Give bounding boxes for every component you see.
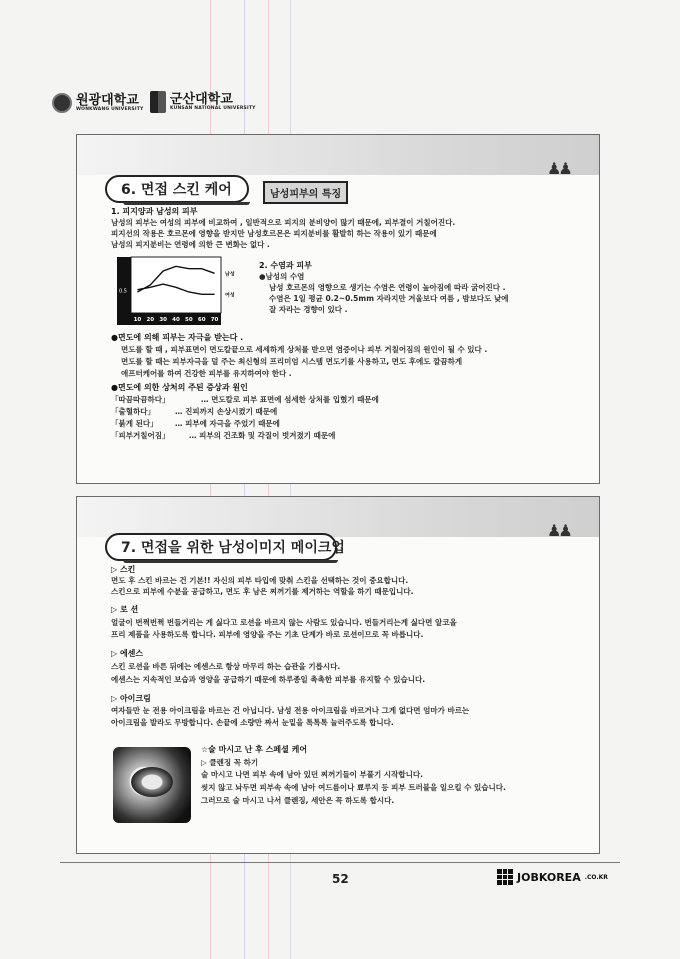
section7-title: 7. 면접을 위한 남성이미지 메이크업 — [105, 533, 337, 561]
people-icon: ♟♟ — [547, 521, 570, 540]
section6-panel — [76, 134, 600, 484]
kunsan-emblem-icon — [150, 91, 166, 113]
section6-title: 6. 면접 스킨 케어 — [105, 175, 249, 203]
cause-desc: … 면도칼로 피부 표면에 섬세한 상처를 입혔기 때문에 — [201, 395, 379, 404]
para-line: 수염은 1일 평균 0.2~0.5mm 자라지만 겨울보다 여름 , 밤보다도 낮에 — [269, 294, 509, 303]
jobkorea-logo — [497, 869, 608, 885]
skin-heading: ▷ 스킨 — [111, 565, 136, 574]
panel-header-band — [77, 497, 599, 537]
heading-beard: 2. 수염과 피부 — [259, 261, 312, 270]
wonkwang-emblem-icon — [52, 93, 72, 113]
cause-term: 「붉게 된다」 — [111, 419, 158, 428]
para-line: 면도를 할 때 , 피부표면이 면도칼끝으로 세세하게 상처를 받으면 염증이나 피부 거칠어짐의 원인이 될 수 있다 . — [121, 345, 488, 354]
plot-area — [131, 257, 221, 313]
para-line: 씻지 않고 놔두면 피부속 속에 남아 여드름이나 뾰루지 등 피부 트러블을 일으킬 수 있습니다. — [201, 783, 506, 792]
cause-term: 「피부거칠어짐」 — [111, 431, 170, 440]
para-line: 피지선의 작용은 호르몬에 영향을 받지만 남성호르몬은 피지분비를 활발히 하는 작용이 있기 때문에 — [111, 229, 437, 238]
x-tick-label: 50 — [185, 317, 193, 323]
para-line: 잘 자라는 경향이 있다 . — [269, 305, 348, 314]
eyecream-heading: ▷ 아이크림 — [111, 694, 151, 703]
para-line: 면도를 할 때는 피부자극을 덜 주는 최신형의 프리미엄 시스템 면도기를 사용하고, 면도 후에도 깔끔하게 — [121, 357, 463, 366]
series-label: 여성 — [225, 292, 235, 299]
para-line: 남성의 피부는 여성의 피부에 비교하여 , 일반적으로 피지의 분비양이 많기 때문에, 피부결이 거칠어진다. — [111, 218, 456, 227]
cause-term: 「출혈하다」 — [111, 407, 155, 416]
para-line: 여자들만 눈 전용 아이크림을 바르는 건 아닙니다. 남성 전용 아이크림을 바르거나 그게 없다면 엄마가 바르는 — [111, 706, 470, 715]
para-line: 에센스는 지속적인 보습과 영양을 공급하기 때문에 하루종일 촉촉한 피부를 유지할 수 있습니다. — [111, 675, 426, 684]
sebum-line-chart — [117, 253, 249, 325]
section7-panel — [76, 496, 600, 854]
x-tick-label: 40 — [172, 317, 180, 323]
shave-heading: ●면도에 의해 피부는 자극을 받는다 . — [111, 333, 244, 342]
cause-term: 「따끔따끔하다」 — [111, 395, 170, 404]
kunsan-sub: KUNSAN NATIONAL UNIVERSITY — [170, 106, 256, 111]
x-tick-label: 10 — [133, 317, 142, 323]
wonkwang-name: 원광대학교 — [76, 93, 139, 108]
para-line: 아이크림을 발라도 무방합니다. 손끝에 소량만 짜서 눈밑을 톡톡톡 눌러주도록 합니다. — [111, 718, 394, 727]
x-tick-label: 20 — [146, 317, 155, 323]
jobkorea-grid-icon — [497, 869, 513, 885]
section6-subtitle: 남성피부의 특징 — [263, 181, 348, 204]
kunsan-name: 군산대학교 — [170, 92, 233, 107]
cream-jar-image — [113, 747, 191, 823]
para-line: 남성 호르몬의 영향으로 생기는 수염은 연령이 높아짐에 따라 굵어진다 . — [269, 283, 506, 292]
x-tick-label: 30 — [159, 317, 167, 323]
jobkorea-brand: JOBKOREA — [517, 870, 581, 884]
footer-rule — [60, 862, 620, 863]
x-tick-label: 70 — [210, 317, 219, 323]
para-line: 프리 제품을 사용하도록 합니다. 피부에 영양을 주는 기초 단계가 바로 로션이므로 꼭 바릅니다. — [111, 630, 424, 639]
cause-desc: … 피부에 자극을 주었기 때문에 — [175, 419, 280, 428]
cause-desc: … 진피까지 손상시켰기 때문에 — [175, 407, 278, 416]
cause-desc: … 피부의 건조화 및 각질이 벗겨졌기 때문에 — [189, 431, 336, 440]
para-line: 그러므로 술 마시고 나서 클렌징, 세안은 꼭 하도록 합시다. — [201, 796, 395, 805]
people-icon: ♟♟ — [547, 159, 570, 178]
heading-sebum: 1. 피지양과 남성의 피부 — [111, 207, 198, 216]
para-line: 남성의 피지분비는 연령에 의한 큰 변화는 없다 . — [111, 240, 270, 249]
essence-heading: ▷ 에센스 — [111, 649, 144, 658]
series-label: 남성 — [225, 271, 235, 278]
wonkwang-logo — [52, 93, 143, 113]
para-line: 면도 후 스킨 바르는 건 기본!! 자신의 피부 타입에 맞춰 스킨을 선택하는 것이 중요합니다. — [111, 576, 409, 585]
beard-bullet: ●남성의 수염 — [259, 272, 305, 281]
jobkorea-domain: .CO.KR — [584, 873, 608, 881]
para-line: 애프터케어를 하여 건강한 피부를 유지하여야 한다 . — [121, 369, 292, 378]
special-heading: ☆술 마시고 난 후 스페셜 케어 — [201, 745, 308, 754]
page-number: 52 — [332, 872, 349, 886]
panel-header-band — [77, 135, 599, 175]
lotion-heading: ▷ 로 션 — [111, 605, 139, 614]
x-tick-label: 60 — [197, 317, 206, 323]
para-line: 스킨으로 피부에 수분을 공급하고, 면도 후 남은 찌꺼기를 제거하는 역할을 하기 때문입니다. — [111, 587, 414, 596]
para-line: 스킨 로션을 바른 뒤에는 에센스로 항상 마무리 하는 습관을 기릅시다. — [111, 662, 341, 671]
special-sub: ▷ 클렌징 꼭 하기 — [201, 758, 259, 767]
para-line: 얼굴이 번쩍번쩍 번들거리는 게 싫다고 로션을 바르지 않는 사람도 있습니다. 번들거리는게 싫다면 알코올 — [111, 618, 457, 627]
y-tick-label: 0.5 — [119, 288, 127, 295]
wonkwang-sub: WONKWANG UNIVERSITY — [76, 107, 144, 112]
para-line: 술 마시고 나면 피부 속에 남아 있던 찌꺼기들이 부풀기 시작합니다. — [201, 770, 423, 779]
cause-heading: ●면도에 의한 상처의 주된 증상과 원인 — [111, 383, 248, 392]
kunsan-logo — [150, 91, 256, 113]
